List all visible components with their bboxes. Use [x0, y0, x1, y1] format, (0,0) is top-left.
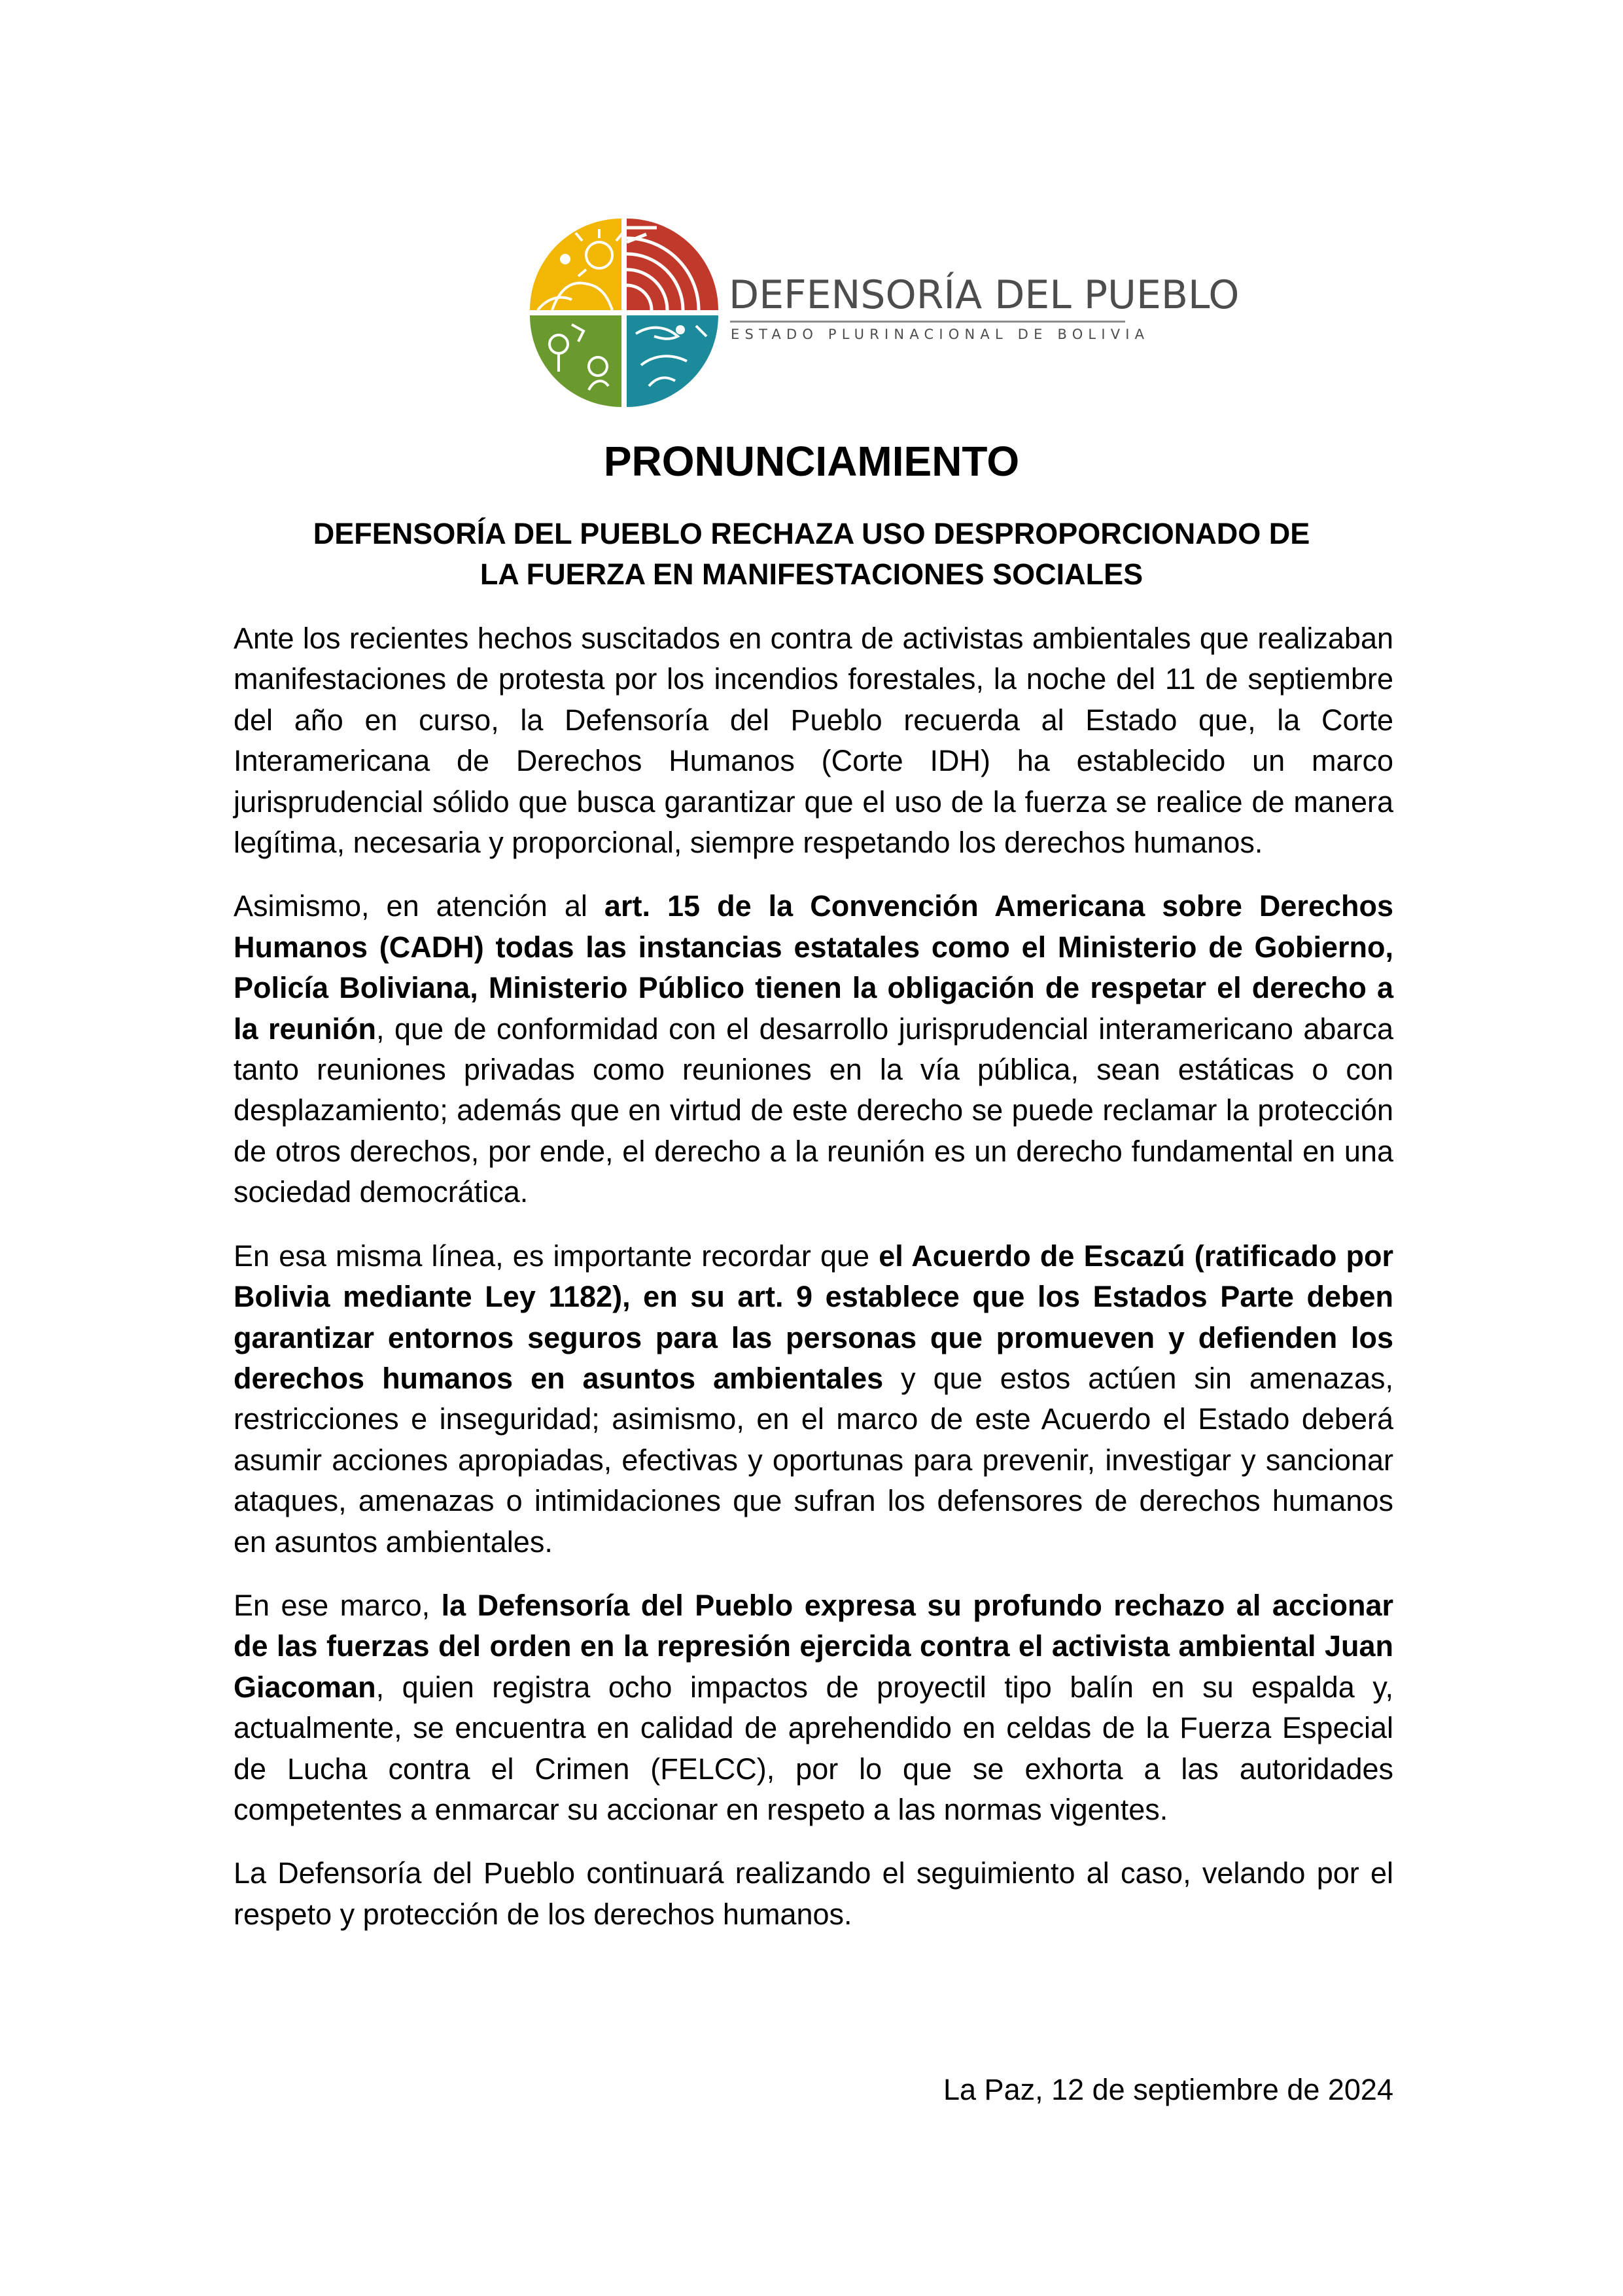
- logo-divider: [730, 321, 1125, 323]
- paragraph-2-emphasis: art. 15 de la Convención Americana sobre Derechos Humanos (CADH) todas las instancias estatales como el Ministerio de Gobierno, Policía Boliviana, Ministerio Público tienen la obligación de respetar el derecho a la reunión: [234, 889, 1393, 1046]
- paragraph-1: Ante los recientes hechos suscitados en contra de activistas ambientales que realizaban manifestaciones de protesta por los incendios forestales, la noche del 11 de septiembre del año en curso, la Defensoría del Pueblo recuerda al Estado que, la Corte Interamericana de Derechos Humanos (Corte IDH) ha establecido un marco jurisprudencial sólido que busca garantizar que el uso de la fuerza se realice de manera legítima, necesaria y proporcional, siempre respetando los derechos humanos.: [234, 622, 1393, 860]
- paragraph-4-emphasis: la Defensoría del Pueblo expresa su profundo rechazo al accionar de las fuerzas del orden en la represión ejercida contra el activista ambiental Juan Giacoman: [234, 1588, 1393, 1704]
- paragraph-4-rest: , quien registra ocho impactos de proyectil tipo balín en su espalda y, actualmente, se encuentra en calidad de aprehendido en celdas de la Fuerza Especial de Lucha contra el Crimen (FELCC), por lo que se exhorta a las autoridades competentes a enmarcar su accionar en respeto a las normas vigentes.: [234, 1670, 1393, 1826]
- paragraph-4: [234, 1585, 1393, 1830]
- paragraph-2-intro: Asimismo, en atención al: [234, 889, 604, 923]
- org-name: DEFENSORÍA DEL PUEBLO: [729, 272, 1240, 318]
- paragraph-3-intro: En esa misma línea, es importante recordar que: [234, 1239, 879, 1273]
- document-type-title: PRONUNCIAMIENTO: [603, 438, 1020, 485]
- document-headline: [196, 514, 1427, 595]
- paragraph-3: [234, 1236, 1393, 1563]
- place-date: La Paz, 12 de septiembre de 2024: [943, 2073, 1393, 2106]
- paragraph-3-rest: y que estos actúen sin amenazas, restricciones e inseguridad; asimismo, en el marco de este Acuerdo el Estado deberá asumir acciones apropiadas, efectivas y oportunas para prevenir, investigar y sancionar ataques, amenazas o intimidaciones que sufran los defensores de derechos humanos en asuntos ambientales.: [234, 1361, 1393, 1559]
- paragraph-2: [234, 886, 1393, 1212]
- headline-line-2: LA FUERZA EN MANIFESTACIONES SOCIALES: [480, 557, 1143, 591]
- document-body: [234, 618, 1393, 1958]
- header-logo: [526, 215, 1240, 411]
- org-subtitle: ESTADO PLURINACIONAL DE BOLIVIA: [731, 327, 1150, 342]
- paragraph-4-intro: En ese marco,: [234, 1588, 442, 1622]
- paragraph-5: La Defensoría del Pueblo continuará realizando el seguimiento al caso, velando por el respeto y protección de los derechos humanos.: [234, 1856, 1393, 1931]
- defensoria-emblem-icon: [526, 215, 722, 411]
- paragraph-3-emphasis: el Acuerdo de Escazú (ratificado por Bolivia mediante Ley 1182), en su art. 9 establece que los Estados Parte deben garantizar entornos seguros para las personas que promueven y defienden los derechos humanos en asuntos ambientales: [234, 1239, 1393, 1395]
- paragraph-2-rest: , que de conformidad con el desarrollo jurisprudencial interamericano abarca tanto reuniones privadas como reuniones en la vía pública, sean estáticas o con desplazamiento; además que en virtud de este derecho se puede reclamar la protección de otros derechos, por ende, el derecho a la reunión es un derecho fundamental en una sociedad democrática.: [234, 1012, 1394, 1209]
- headline-line-1: DEFENSORÍA DEL PUEBLO RECHAZA USO DESPROPORCIONADO DE: [313, 517, 1310, 550]
